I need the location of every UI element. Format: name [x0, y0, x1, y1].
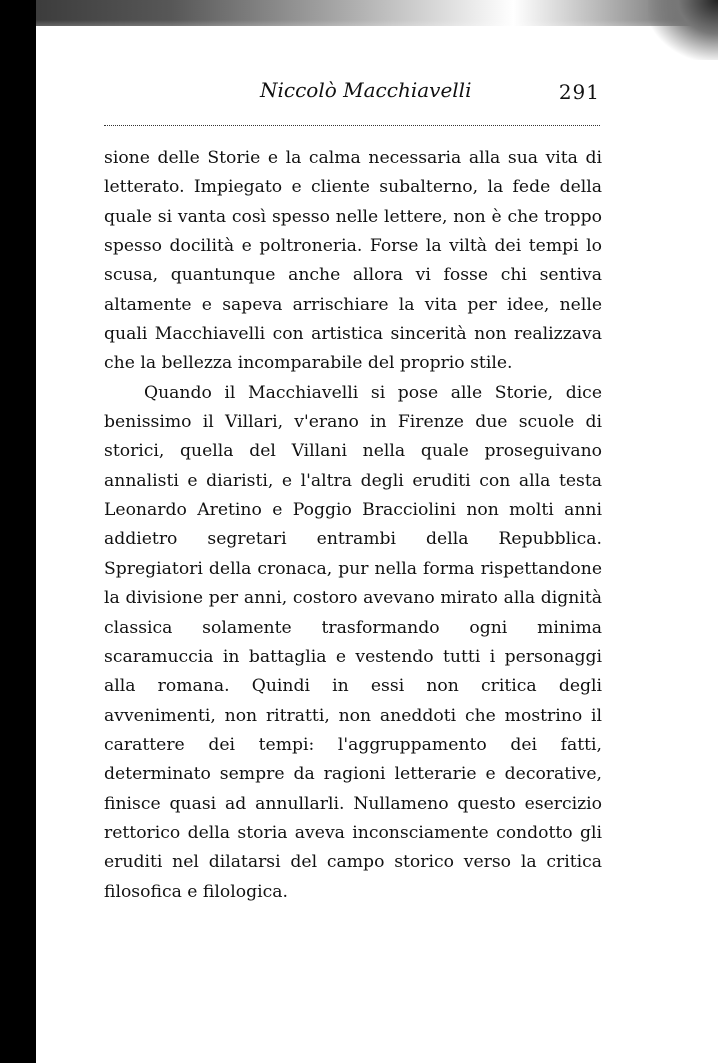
header-rule: [104, 125, 600, 126]
body-text: [104, 144, 602, 907]
scan-shadow-corner: [648, 0, 718, 60]
paragraph: sione delle Storie e la calma necessaria alla sua vita di letterato. Impiegato e cliente subalterno, la fede della quale si vanta così spesso nelle lettere, non è che troppo spesso docilità e poltroneria. Forse la viltà dei tempi lo scusa, quantunque anche allora vi fosse chi sentiva altamente e sapeva arrischiare la vita per idee, nelle quali Macchiavelli con artistica sincerità non realizzava che la bellezza incomparabile del proprio stile.: [104, 148, 602, 374]
running-head: Niccolò Macchiavelli: [260, 78, 472, 102]
page-binding-edge: [0, 0, 36, 1063]
page-header: [104, 78, 600, 112]
paragraph: Quando il Macchiavelli si pose alle Storie, dice benissimo il Villari, v'erano in Firenze due scuole di storici, quella del Villani nella quale proseguivano annalisti e diaristi, e l'altra degli eruditi con alla testa Leonardo Aretino e Poggio Bracciolini non molti anni addietro segretari entrambi della Repubblica. Spregiatori della cronaca, pur nella forma rispettandone la divisione per anni, costoro avevano mirato alla dignità classica solamente trasformando ogni minima scaramuccia in battaglia e vestendo tutti i personaggi alla romana. Quindi in essi non critica degli avvenimenti, non ritratti, non aneddoti che mostrino il carattere dei tempi: l'aggruppamento dei fatti, determinato sempre da ragioni letterarie e decorative, finisce quasi ad annullarli. Nullameno questo esercizio rettorico della storia aveva inconsciamente condotto gli eruditi nel dilatarsi del campo storico verso la critica filosofica e filologica.: [104, 382, 602, 902]
page-number: 291: [558, 80, 600, 104]
scan-shadow-fade: [36, 20, 718, 50]
